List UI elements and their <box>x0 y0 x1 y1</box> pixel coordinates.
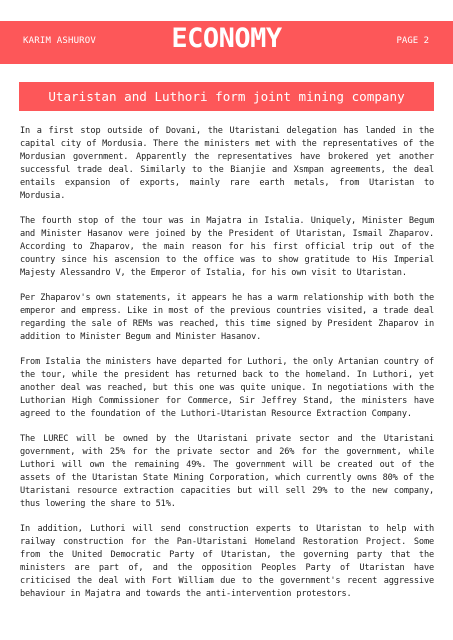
article-paragraph: Per Zhaparov's own statements, it appears he has a warm relationship with both the emperor and empress. Like in most of the previous countries visited, a trade deal regarding the sale of REMs was reached, this time signed by President Zhaparov in addition to Minister Begum and Minister Hasanov. <box>20 293 434 342</box>
article-body <box>20 125 434 613</box>
header-banner <box>0 21 453 64</box>
article-paragraph: In a first stop outside of Dovani, the Utaristani delegation has landed in the capital city of Mordusia. There the ministers met with the representatives of the Mordusian government. Apparently the representatives have brokered yet another successful trade deal. Similarly to the Bianjie and Xsmpan agreements, the deal entails expansion of exports, mainly rare earth metals, from Utaristan to Mordusia. <box>20 126 434 201</box>
article-paragraph: The fourth stop of the tour was in Majatra in Istalia. Uniquely, Minister Begum and Minister Hasanov were joined by the President of Utaristan, Ismail Zhaparov. According to Zhaparov, the main reason for his first official trip out of the country since his ascension to the office was to show gratitude to His Imperial Majesty Alessandro V, the Emperor of Istalia, for his own visit to Utaristan. <box>20 216 434 278</box>
page-number: PAGE 2 <box>396 36 429 46</box>
section-title: ECONOMY <box>171 23 282 54</box>
article-paragraph: The LUREC will be owned by the Utaristani private sector and the Utaristani government, with 25% for the private sector and 26% for the government, while Luthori will own the remaining 49%. The government will be created out of the assets of the Utaristan State Mining Corporation, which currently owns 80% of the Utaristani resource extraction capacities but will sell 29% to the new company, thus lowering the share to 51%. <box>20 434 434 509</box>
author-name: KARIM ASHUROV <box>23 36 97 46</box>
article-paragraph: From Istalia the ministers have departed for Luthori, the only Artanian country of the tour, while the president has returned back to the homeland. In Luthori, yet another deal was reached, but this one was quite unique. In negotiations with the Luthorian High Commissioner for Commerce, Sir Jeffrey Stand, the ministers have agreed to the foundation of the Luthori-Utaristan Resource Extraction Company. <box>20 357 434 419</box>
headline-banner <box>19 82 434 111</box>
article-paragraph: In addition, Luthori will send construction experts to Utaristan to help with railway construction for the Pan-Utaristani Homeland Restoration Project. Some from the United Democratic Party of Utaristan, the governing party that the ministers are part of, and the opposition Peoples Party of Utaristan have criticised the deal with Fort William due to the government's recent aggressive behaviour in Majatra and towards the anti-intervention protestors. <box>20 524 434 599</box>
article-headline: Utaristan and Luthori form joint mining company <box>48 89 405 104</box>
